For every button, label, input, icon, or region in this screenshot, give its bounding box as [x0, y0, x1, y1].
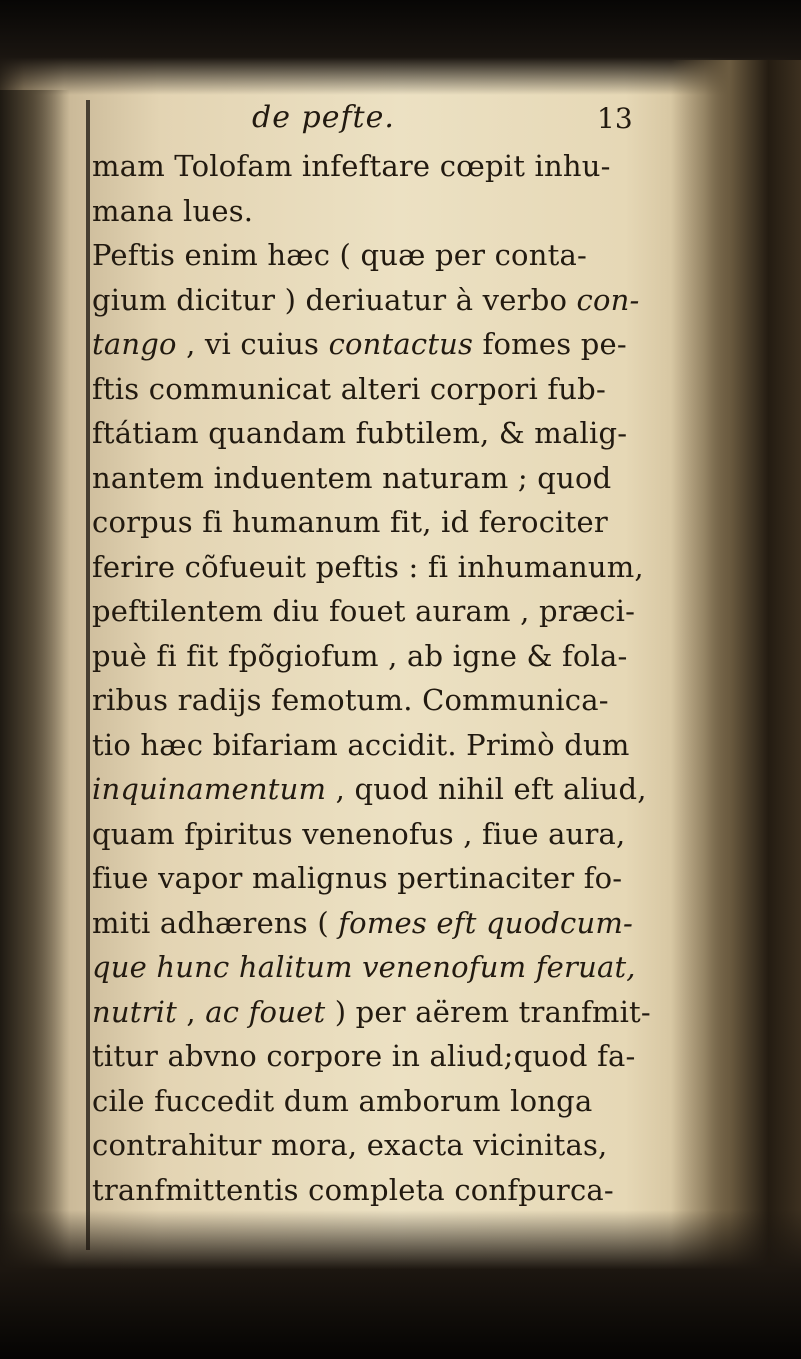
text-line [92, 144, 672, 189]
italic-text-segment: ac fouet [205, 994, 326, 1029]
text-line [92, 456, 672, 501]
text-line [92, 411, 672, 456]
text-line [92, 990, 672, 1035]
italic-text-segment: con- [576, 282, 640, 317]
text-line [92, 1079, 672, 1124]
text-segment: mana lues. [92, 193, 254, 228]
text-line [92, 545, 672, 590]
italic-text-segment: tango [92, 327, 177, 361]
text-line [92, 901, 672, 946]
page-text-block [92, 100, 672, 1212]
text-segment: ) per aërem tranfmit- [325, 994, 651, 1029]
running-head: de pefte. [252, 100, 395, 135]
text-line [92, 1168, 672, 1213]
text-line [92, 189, 672, 234]
text-line [92, 678, 672, 723]
text-segment: puè fi fit fpõgiofum , ab igne & fola- [92, 638, 628, 673]
text-line [92, 1034, 672, 1079]
text-segment: tranfmittentis completa confpurca- [92, 1172, 614, 1207]
text-segment: fomes pe- [473, 327, 627, 361]
text-segment: titur abvno corpore in aliud;quod fa- [92, 1039, 636, 1073]
italic-text-segment: que hunc halitum venenofum feruat, [92, 950, 636, 984]
gutter-line [86, 100, 90, 1250]
text-segment: miti adhærens ( [92, 905, 339, 940]
text-segment: mam Tolofam infeftare cœpit inhu- [92, 149, 611, 183]
text-segment: Peftis enim hæc ( quæ per conta- [92, 238, 587, 272]
text-segment: corpus fi humanum fit, id ferociter [92, 505, 608, 539]
right-page-edge [671, 60, 801, 1290]
page-number: 13 [597, 102, 633, 135]
text-segment: , quod nihil eft aliud, [326, 772, 647, 806]
italic-text-segment: contactus [328, 327, 474, 361]
text-line [92, 233, 672, 278]
text-segment: fiue vapor malignus pertinaciter fo- [92, 861, 623, 895]
page-header [92, 100, 672, 144]
text-line [92, 723, 672, 768]
text-segment: ribus radijs femotum. Communica- [92, 683, 609, 717]
text-line [92, 812, 672, 857]
italic-text-segment: inquinamentum [92, 772, 327, 806]
text-line [92, 322, 672, 367]
text-segment: , [177, 994, 206, 1029]
text-line [92, 945, 672, 990]
binding-gutter-shadow [0, 90, 70, 1270]
text-line [92, 856, 672, 901]
italic-text-segment: nutrit [92, 994, 177, 1029]
text-segment: ferire cõfueuit peftis : fi inhumanum, [92, 549, 644, 584]
body-text [92, 144, 672, 1212]
bottom-shadow [0, 1210, 801, 1359]
text-segment: ftátiam quandam fubtilem, & malig- [92, 416, 628, 450]
text-line [92, 367, 672, 412]
text-line [92, 589, 672, 634]
italic-text-segment: fomes eft quodcum- [338, 905, 634, 940]
text-line [92, 634, 672, 679]
text-segment: contrahitur mora, exacta vicinitas, [92, 1128, 608, 1162]
text-segment: peftilentem diu fouet auram , præci- [92, 594, 636, 628]
text-segment: nantem induentem naturam ; quod [92, 460, 612, 495]
text-segment: , vi cuius [176, 327, 329, 361]
text-line [92, 1123, 672, 1168]
text-segment: cile fuccedit dum amborum longa [92, 1083, 593, 1118]
text-line [92, 500, 672, 545]
text-line [92, 278, 672, 323]
text-line [92, 767, 672, 812]
text-segment: gium dicitur ) deriuatur à verbo [92, 282, 577, 317]
text-segment: quam fpiritus venenofus , fiue aura, [92, 816, 626, 851]
text-segment: ftis communicat alteri corpori fub- [92, 371, 606, 406]
text-segment: tio hæc bifariam accidit. Primò dum [92, 727, 630, 762]
